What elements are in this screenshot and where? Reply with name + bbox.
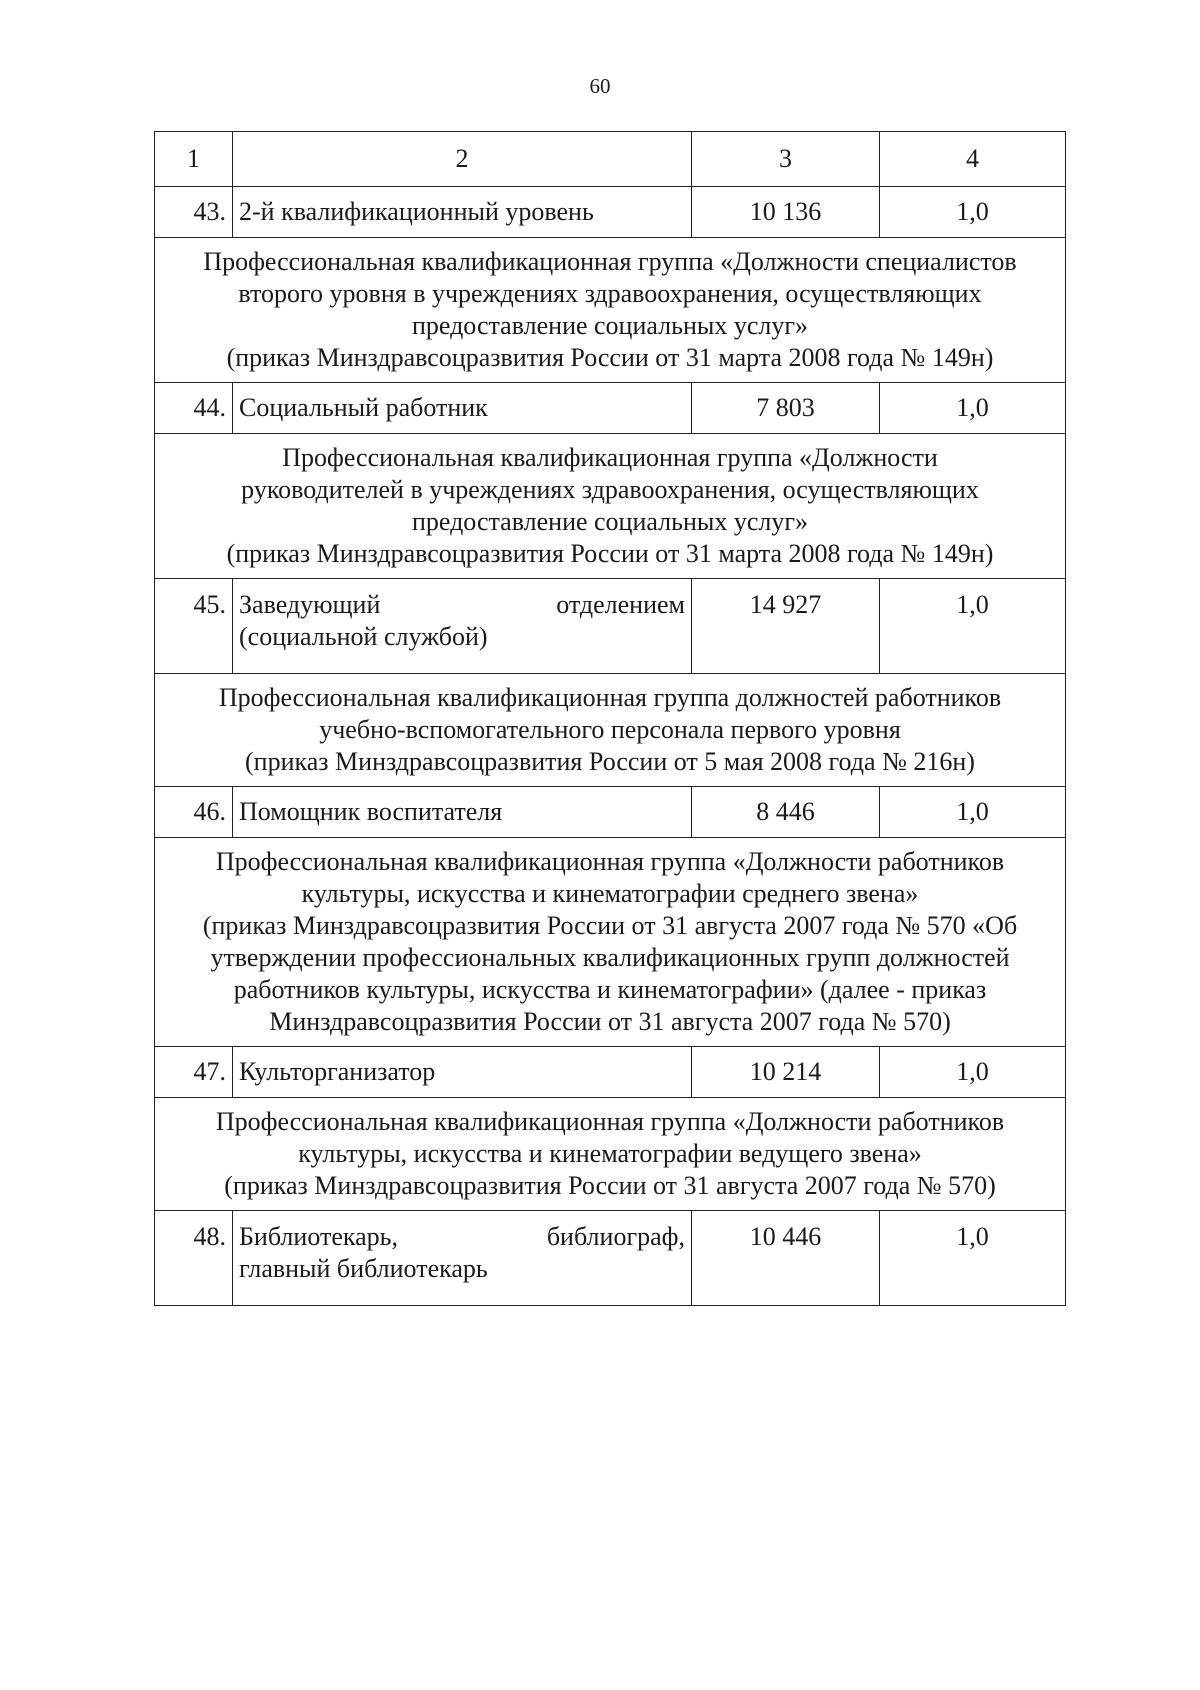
group-heading-row (155, 838, 1066, 1047)
coefficient-value: 1,0 (880, 187, 1066, 238)
group-heading-line: (приказ Минздравсоцразвития России от 31 марта 2008 года № 149н) (226, 539, 994, 568)
salary-table (154, 131, 1066, 1306)
header-cell: 3 (692, 132, 880, 187)
position-name-part: отделением (556, 590, 685, 619)
position-name: 2-й квалификационный уровень (233, 187, 692, 238)
group-heading-line: Профессиональная квалификационная группа «Должности работников (215, 847, 1005, 876)
coefficient-value: 1,0 (880, 383, 1066, 434)
position-name: Социальный работник (233, 383, 692, 434)
position-name-line: главный библиотекарь (239, 1254, 488, 1283)
table-row (155, 787, 1066, 838)
group-heading-line: руководителей в учреждениях здравоохранения, осуществляющих (241, 475, 979, 504)
group-heading-line: Профессиональная квалификационная группа «Должности (282, 443, 938, 472)
position-name (233, 579, 692, 674)
salary-value: 7 803 (692, 383, 880, 434)
position-name (233, 1211, 692, 1306)
table-row (155, 383, 1066, 434)
row-number: 48. (155, 1211, 233, 1306)
table-row (155, 579, 1066, 674)
group-heading-line: Минздравсоцразвития России от 31 августа 2007 года № 570) (269, 1007, 951, 1036)
group-heading-line: (приказ Минздравсоцразвития России от 31 августа 2007 года № 570 «Об (202, 911, 1018, 940)
group-heading-line: (приказ Минздравсоцразвития России от 5 мая 2008 года № 216н) (245, 747, 975, 776)
header-cell: 2 (233, 132, 692, 187)
coefficient-value: 1,0 (880, 787, 1066, 838)
group-heading-line: работников культуры, искусства и кинематографии» (далее - приказ (233, 975, 987, 1004)
group-heading-line: Профессиональная квалификационная группа «Должности специалистов (203, 247, 1017, 276)
row-number: 46. (155, 787, 233, 838)
group-heading-line: утверждении профессиональных квалификационных групп должностей (210, 943, 1010, 972)
position-name-line: (социальной службой) (239, 622, 488, 651)
position-name-part: Заведующий (239, 590, 381, 619)
position-name-line (239, 589, 685, 621)
page-number: 60 (589, 74, 611, 98)
row-number: 47. (155, 1047, 233, 1098)
position-name-part: библиограф, (546, 1222, 685, 1251)
group-heading-line: культуры, искусства и кинематографии ведущего звена» (298, 1139, 922, 1168)
salary-value: 10 446 (692, 1211, 880, 1306)
position-name-line (239, 1221, 685, 1253)
salary-value: 10 214 (692, 1047, 880, 1098)
table-header-row (155, 132, 1066, 187)
group-heading-line: Профессиональная квалификационная группа «Должности работников (215, 1107, 1005, 1136)
group-heading-row (155, 674, 1066, 787)
position-name: Культорганизатор (233, 1047, 692, 1098)
group-heading-line: предоставление социальных услуг» (411, 507, 809, 536)
group-heading (155, 1098, 1066, 1211)
group-heading-line: (приказ Минздравсоцразвития России от 31 августа 2007 года № 570) (224, 1171, 996, 1200)
coefficient-value: 1,0 (880, 579, 1066, 674)
group-heading-line: (приказ Минздравсоцразвития России от 31 марта 2008 года № 149н) (226, 343, 994, 372)
coefficient-value: 1,0 (880, 1211, 1066, 1306)
table-row (155, 1211, 1066, 1306)
salary-value: 14 927 (692, 579, 880, 674)
group-heading (155, 674, 1066, 787)
group-heading-row (155, 238, 1066, 383)
row-number: 45. (155, 579, 233, 674)
salary-value: 8 446 (692, 787, 880, 838)
group-heading-line: предоставление социальных услуг» (411, 311, 809, 340)
group-heading-line: культуры, искусства и кинематографии среднего звена» (301, 879, 919, 908)
row-number: 44. (155, 383, 233, 434)
header-cell: 4 (880, 132, 1066, 187)
group-heading-line: учебно-вспомогательного персонала первого уровня (319, 715, 901, 744)
group-heading (155, 838, 1066, 1047)
row-number: 43. (155, 187, 233, 238)
table-row (155, 187, 1066, 238)
group-heading-row (155, 1098, 1066, 1211)
position-name: Помощник воспитателя (233, 787, 692, 838)
group-heading (155, 238, 1066, 383)
position-name-part: Библиотекарь, (239, 1222, 399, 1251)
coefficient-value: 1,0 (880, 1047, 1066, 1098)
group-heading (155, 434, 1066, 579)
salary-value: 10 136 (692, 187, 880, 238)
group-heading-line: Профессиональная квалификационная группа должностей работников (218, 683, 1002, 712)
header-cell: 1 (155, 132, 233, 187)
table-row (155, 1047, 1066, 1098)
group-heading-line: второго уровня в учреждениях здравоохранения, осуществляющих (238, 279, 982, 308)
group-heading-row (155, 434, 1066, 579)
